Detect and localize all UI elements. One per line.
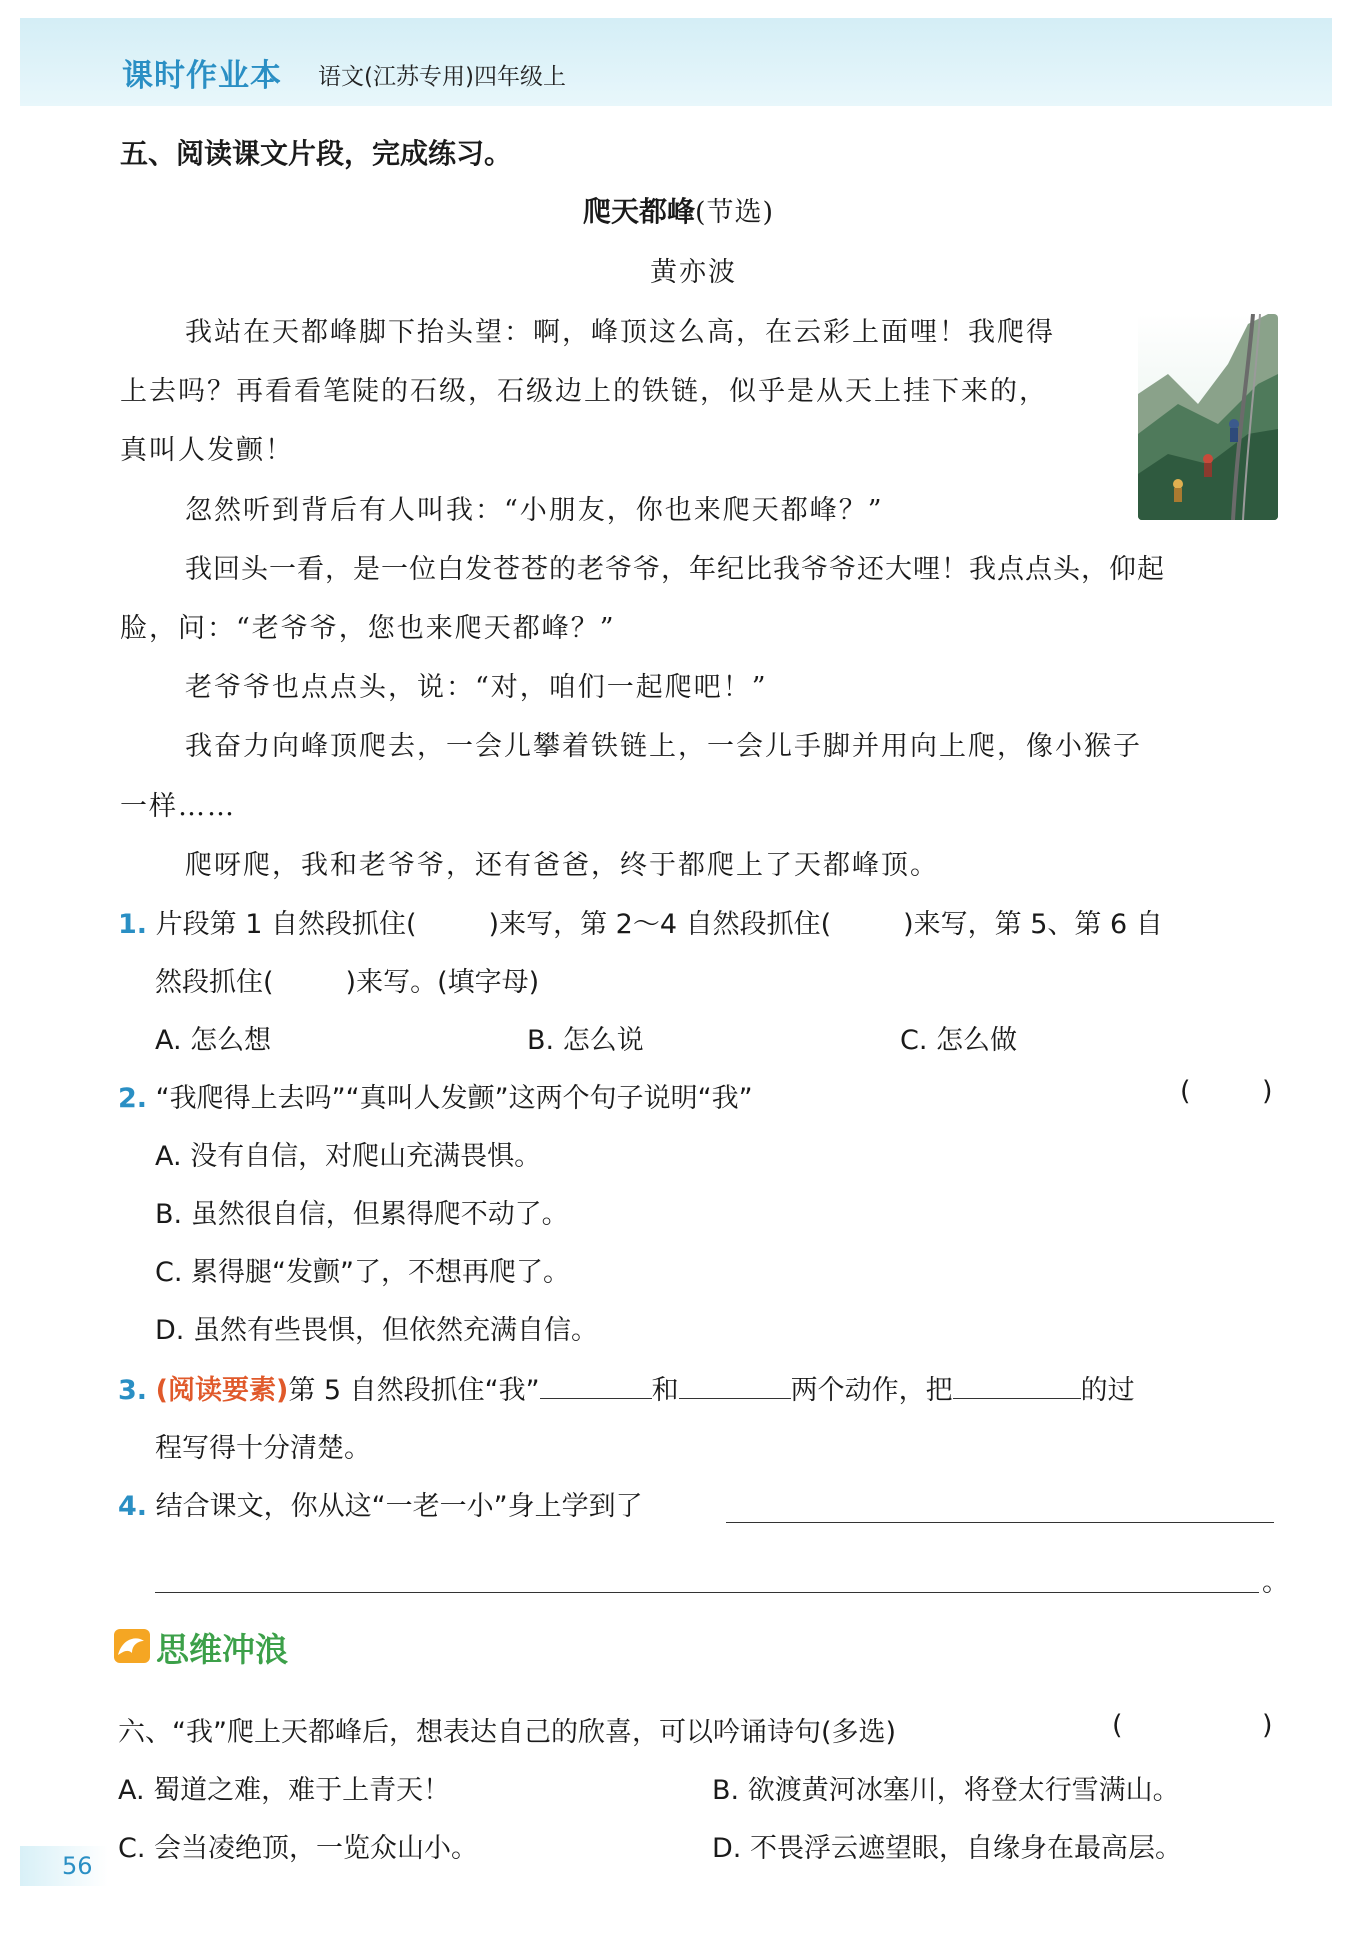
question-text: “我爬得上去吗”“真叫人发颤”这两个句子说明“我”	[155, 1083, 753, 1114]
passage-line: 脸，问：“老爷爷，您也来爬天都峰？”	[120, 613, 616, 644]
question-text: 然段抓住(	[155, 967, 274, 998]
wave-icon	[114, 1629, 150, 1663]
question-text: 第 5 自然段抓住“我”	[288, 1375, 540, 1406]
passage-line: 忽然听到背后有人叫我：“小朋友，你也来爬天都峰？”	[185, 495, 884, 526]
mountain-illustration	[1138, 314, 1278, 520]
answer-blank[interactable]	[953, 1372, 1081, 1399]
answer-slot[interactable]	[1205, 1070, 1255, 1106]
option[interactable]: D. 不畏浮云遮望眼，自缘身在最高层。	[712, 1833, 1182, 1864]
section-title: 五、阅读课文片段，完成练习。	[120, 137, 513, 170]
answer-paren-open: (	[1180, 1076, 1191, 1107]
passage-title-row	[583, 190, 774, 230]
passage-line: 老爷爷也点点头，说：“对，咱们一起爬吧！”	[185, 672, 768, 703]
option[interactable]: A. 怎么想	[155, 1025, 272, 1056]
question-3	[118, 1368, 1135, 1407]
series-title: 课时作业本	[122, 58, 282, 94]
question-text: 结合课文，你从这“一老一小”身上学到了	[155, 1491, 643, 1522]
end-mark: 。	[1262, 1567, 1289, 1598]
passage-title: 爬天都峰	[583, 195, 696, 228]
option[interactable]: B. 虽然很自信，但累得爬不动了。	[155, 1199, 569, 1230]
passage-line: 我回头一看，是一位白发苍苍的老爷爷，年纪比我爷爷还大哩！我点点头，仰起	[185, 554, 1165, 585]
option[interactable]: C. 怎么做	[900, 1025, 1018, 1056]
question-6: 六、“我”爬上天都峰后，想表达自己的欣喜，可以吟诵诗句(多选)	[118, 1717, 897, 1748]
question-number: 3.	[118, 1375, 148, 1406]
question-text: 和	[651, 1375, 679, 1406]
reading-element-tag: (阅读要素)	[155, 1375, 289, 1406]
answer-line[interactable]	[726, 1522, 1274, 1523]
question-text: 两个动作，把	[790, 1375, 953, 1406]
passage-line: 真叫人发颤！	[120, 435, 294, 466]
question-text: 的过	[1080, 1375, 1135, 1406]
passage-line: 我站在天都峰脚下抬头望：啊，峰顶这么高，在云彩上面哩！我爬得	[185, 317, 1055, 348]
option[interactable]: A. 蜀道之难，难于上青天！	[118, 1775, 451, 1806]
option[interactable]: B. 怎么说	[527, 1025, 644, 1056]
answer-paren-close: )	[1262, 1076, 1273, 1107]
thinking-surf-title: 思维冲浪	[156, 1630, 288, 1669]
answer-blank[interactable]	[540, 1372, 652, 1399]
passage-line: 上去吗？再看看笔陡的石级，石级边上的铁链，似乎是从天上挂下来的，	[120, 376, 1048, 407]
question-text: 片段第 1 自然段抓住(	[155, 909, 417, 940]
question-number: 2.	[118, 1083, 148, 1114]
question-2	[118, 1076, 753, 1115]
answer-line[interactable]	[155, 1592, 1259, 1593]
passage-line: 一样……	[120, 791, 236, 822]
question-text: )来写，第 5、第 6 自	[903, 909, 1163, 940]
option[interactable]: C. 累得腿“发颤”了，不想再爬了。	[155, 1257, 570, 1288]
question-text: 程写得十分清楚。	[155, 1433, 371, 1464]
subject-title: 语文(江苏专用)四年级上	[318, 64, 566, 90]
passage-line: 爬呀爬，我和老爷爷，还有爸爸，终于都爬上了天都峰顶。	[185, 850, 939, 881]
mountain-icon	[1138, 314, 1278, 520]
option[interactable]: A. 没有自信，对爬山充满畏惧。	[155, 1141, 542, 1172]
page-number: 56	[62, 1852, 93, 1880]
question-text: )来写，第 2～4 自然段抓住(	[488, 909, 832, 940]
answer-blank[interactable]	[831, 907, 903, 933]
answer-paren-open: (	[1112, 1710, 1123, 1741]
option[interactable]: C. 会当凌绝顶，一览众山小。	[118, 1833, 479, 1864]
question-number: 1.	[118, 909, 148, 940]
passage-author: 黄亦波	[650, 257, 737, 288]
question-text: )来写。(填字母)	[345, 967, 540, 998]
answer-blank[interactable]	[679, 1372, 791, 1399]
question-4	[118, 1484, 643, 1523]
answer-slot[interactable]	[1140, 1704, 1250, 1740]
passage-line: 我奋力向峰顶爬去，一会儿攀着铁链上，一会儿手脚并用向上爬，像小猴子	[185, 731, 1142, 762]
answer-blank[interactable]	[274, 965, 346, 991]
question-1	[118, 902, 1163, 941]
passage-note: (节选)	[695, 197, 775, 228]
question-1-cont	[155, 960, 539, 999]
question-number: 4.	[118, 1491, 148, 1522]
answer-paren-close: )	[1262, 1710, 1273, 1741]
option[interactable]: D. 虽然有些畏惧，但依然充满自信。	[155, 1315, 598, 1346]
option[interactable]: B. 欲渡黄河冰塞川，将登太行雪满山。	[712, 1775, 1180, 1806]
answer-blank[interactable]	[417, 907, 489, 933]
